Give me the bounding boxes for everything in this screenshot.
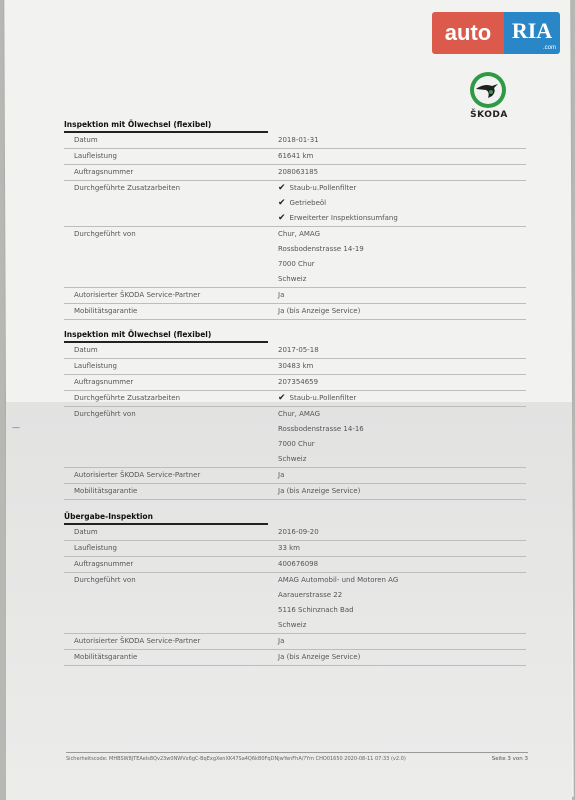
row-value-text: Chur, AMAG [278, 410, 321, 418]
row-value [278, 407, 364, 422]
service-entry-title: Inspektion mit Ölwechsel (flexibel) [64, 329, 268, 343]
row-label: Durchgeführte Zusatzarbeiten [74, 394, 181, 402]
checkmark-icon: ✔ [278, 198, 286, 208]
row-value-text: Ja (bis Anzeige Service) [278, 487, 361, 495]
row-value-text: 7000 Chur [278, 440, 315, 448]
service-row [64, 650, 526, 666]
row-label: Datum [74, 346, 98, 354]
row-value-text: Chur, AMAG [278, 230, 321, 238]
service-row [64, 288, 526, 304]
row-value [278, 375, 318, 390]
checkmark-icon: ✔ [278, 183, 286, 193]
watermark-ria-text: RIA [511, 18, 553, 43]
row-value [278, 618, 398, 633]
row-value [278, 484, 360, 499]
service-row [64, 304, 526, 320]
service-row [64, 525, 526, 541]
service-row [64, 573, 526, 634]
service-entry [64, 119, 526, 320]
row-value-text: 207354659 [278, 378, 319, 386]
service-row [64, 634, 526, 650]
row-value [278, 133, 319, 148]
row-value [278, 634, 284, 649]
row-label: Datum [74, 136, 98, 144]
checkmark-icon: ✔ [278, 393, 286, 403]
row-value-text: 33 km [278, 544, 301, 552]
auto-ria-watermark [432, 12, 560, 54]
row-value-text: Staub-u.Pollenfilter [289, 394, 357, 402]
row-value-text: Ja (bis Anzeige Service) [278, 653, 361, 661]
row-value [278, 181, 398, 196]
watermark-ria [504, 12, 560, 54]
row-label: Datum [74, 528, 98, 536]
row-value-text: Schweiz [278, 455, 307, 463]
row-value [278, 304, 360, 319]
checkmark-icon: ✔ [278, 213, 286, 223]
row-value [278, 452, 364, 467]
row-value [278, 541, 300, 556]
row-value [278, 468, 284, 483]
row-value [278, 437, 364, 452]
row-value-text: 61641 km [278, 152, 314, 160]
service-row [64, 181, 526, 227]
row-label: Mobilitätsgarantie [74, 653, 138, 661]
watermark-ria-suffix: .com [542, 45, 556, 51]
service-entry [64, 329, 526, 500]
row-value [278, 165, 318, 180]
row-value-text: Ja [278, 637, 285, 645]
service-row [64, 391, 526, 407]
row-value [278, 391, 356, 406]
row-label: Durchgeführt von [74, 230, 136, 238]
row-label: Mobilitätsgarantie [74, 487, 138, 495]
watermark-auto: auto [432, 12, 504, 54]
row-value [278, 650, 360, 665]
service-row [64, 343, 526, 359]
service-row [64, 375, 526, 391]
row-value-text: Erweiterter Inspektionsumfang [289, 214, 398, 222]
row-value [278, 288, 284, 303]
row-value [278, 227, 364, 242]
row-value-text: Aarauerstrasse 22 [278, 591, 343, 599]
row-value-text: 2017-05-18 [278, 346, 319, 354]
row-value [278, 603, 398, 618]
row-value [278, 149, 313, 164]
row-label: Laufleistung [74, 152, 117, 160]
row-label: Autorisierter ŠKODA Service-Partner [74, 291, 201, 299]
row-label: Autorisierter ŠKODA Service-Partner [74, 637, 201, 645]
row-value [278, 272, 364, 287]
row-value-text: Ja (bis Anzeige Service) [278, 307, 361, 315]
row-label: Durchgeführte Zusatzarbeiten [74, 184, 181, 192]
service-entry [64, 511, 526, 666]
row-value [278, 257, 364, 272]
row-label: Autorisierter ŠKODA Service-Partner [74, 471, 201, 479]
service-row [64, 227, 526, 288]
service-entry-title: Übergabe-Inspektion [64, 511, 268, 525]
row-value-text: Rossbodenstrasse 14-16 [278, 425, 364, 433]
service-row [64, 541, 526, 557]
row-value [278, 211, 398, 226]
row-value-text: 2018-01-31 [278, 136, 319, 144]
service-row [64, 133, 526, 149]
row-value [278, 557, 318, 572]
row-label: Auftragsnummer [74, 378, 134, 386]
service-row [64, 407, 526, 468]
row-value-text: Getriebeöl [289, 199, 327, 207]
row-value [278, 573, 398, 588]
skoda-logo-icon [468, 70, 508, 110]
row-label: Laufleistung [74, 362, 117, 370]
service-row [64, 468, 526, 484]
margin-mark: — [12, 423, 20, 432]
service-entry-title: Inspektion mit Ölwechsel (flexibel) [64, 119, 268, 133]
row-value [278, 343, 319, 358]
security-code: Sicherheitscode: MHBSW8jTEAeIs8Qv23w0NWVx6gC-BqExgXenXK47Sa4Q6kB0FqDNjwYenFhA/?Ym CHO01650 2020-08-11 07:33 (v2.0) [66, 756, 406, 762]
row-value-text: Schweiz [278, 621, 307, 629]
row-value [278, 588, 398, 603]
row-value [278, 525, 319, 540]
row-value-text: 208063185 [278, 168, 319, 176]
row-value-text: Ja [278, 291, 285, 299]
row-value [278, 422, 364, 437]
row-value-text: 2016-09-20 [278, 528, 319, 536]
row-value-text: Schweiz [278, 275, 307, 283]
row-value-text: 7000 Chur [278, 260, 315, 268]
row-value-text: Ja [278, 471, 285, 479]
service-row [64, 484, 526, 500]
brand-name: ŠKODA [470, 110, 508, 120]
row-value [278, 242, 364, 257]
row-label: Auftragsnummer [74, 560, 134, 568]
row-value-text: Staub-u.Pollenfilter [289, 184, 357, 192]
row-value-text: AMAG Automobil- und Motoren AG [278, 576, 399, 584]
row-value [278, 196, 398, 211]
row-label: Durchgeführt von [74, 576, 136, 584]
service-row [64, 149, 526, 165]
service-row [64, 557, 526, 573]
row-label: Laufleistung [74, 544, 117, 552]
service-row [64, 165, 526, 181]
row-label: Auftragsnummer [74, 168, 134, 176]
row-label: Durchgeführt von [74, 410, 136, 418]
row-value-text: 30483 km [278, 362, 314, 370]
row-value-text: Rossbodenstrasse 14-19 [278, 245, 364, 253]
service-row [64, 359, 526, 375]
row-label: Mobilitätsgarantie [74, 307, 138, 315]
row-value [278, 359, 313, 374]
row-value-text: 5116 Schinznach Bad [278, 606, 354, 614]
page-number: Seite 3 von 3 [491, 756, 528, 762]
document-footer [66, 752, 528, 762]
row-value-text: 400676098 [278, 560, 319, 568]
